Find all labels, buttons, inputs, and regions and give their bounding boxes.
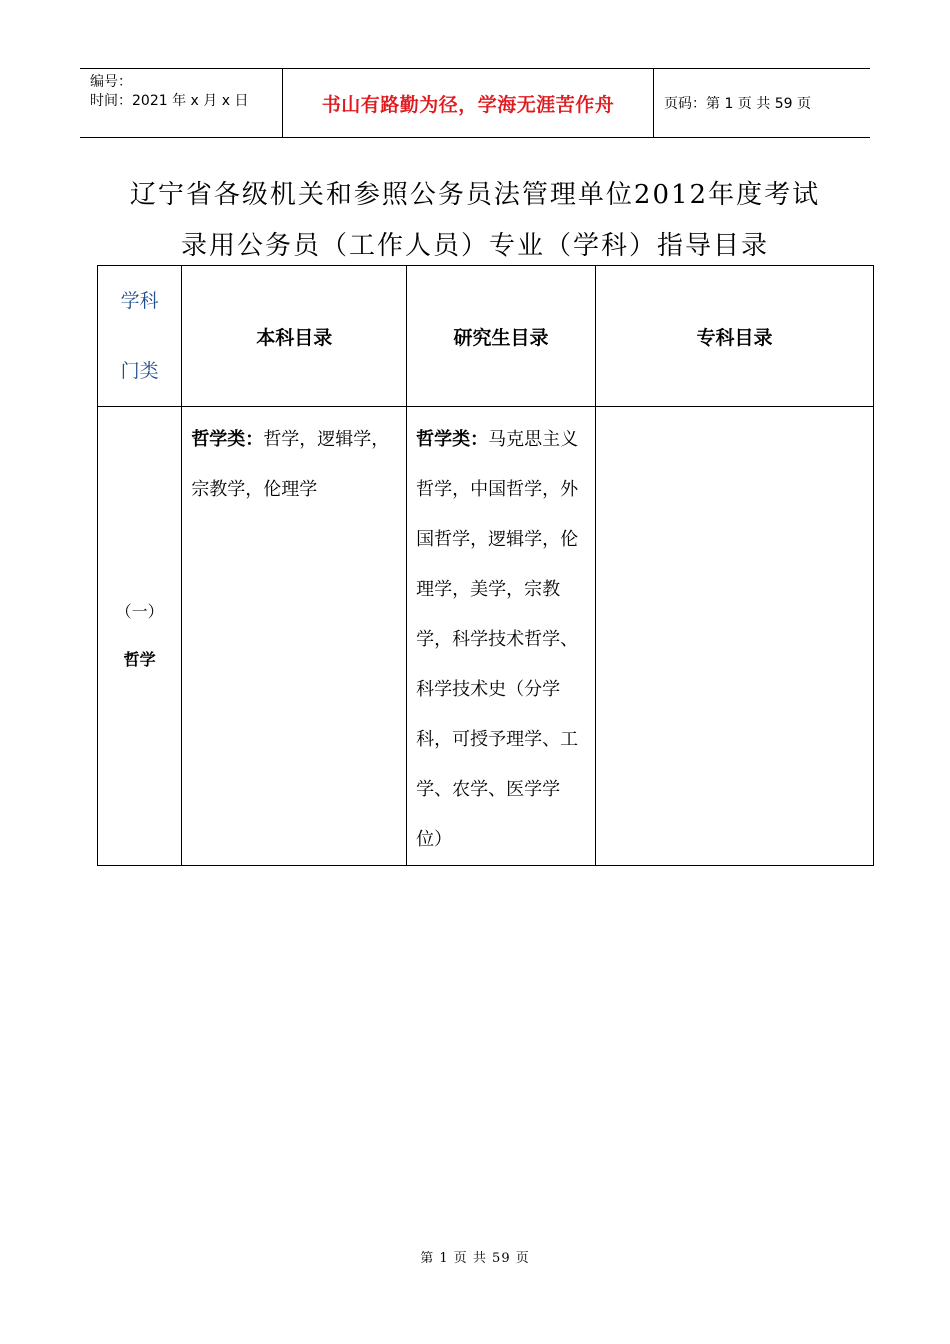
table-row [98,407,874,866]
specialist-cell [595,407,873,866]
document-number-label: 编号： [90,74,132,90]
header-page-number: 页码：第 1 页 共 59 页 [664,96,811,112]
section-number: （一） [115,602,164,621]
graduate-cell [407,407,596,866]
undergrad-majors: 哲学，逻辑学，宗教学，伦理学 [191,429,390,500]
header-category-line1: 学科 [120,290,159,312]
header-category [98,266,182,407]
section-cell [98,407,182,866]
document-title-line1: 辽宁省各级机关和参照公务员法管理单位2012年度考试 [129,180,821,210]
header-meta [80,69,282,137]
header-category-line2: 门类 [120,360,159,382]
header-motto: 书山有路勤为径，学海无涯苦作舟 [282,69,654,137]
undergrad-cell [182,407,407,866]
graduate-category-label: 哲学类： [416,429,489,450]
page-header [80,68,870,138]
header-undergrad: 本科目录 [182,266,407,407]
undergrad-category-label: 哲学类： [191,429,264,450]
header-graduate: 研究生目录 [407,266,596,407]
page-footer: 第 1 页 共 59 页 [420,1251,530,1266]
document-title-line2: 录用公务员（工作人员）专业（学科）指导目录 [180,231,769,261]
specialist-majors [596,407,873,415]
document-date-label: 时间：2021 年 x 月 x 日 [90,93,249,109]
header-specialist: 专科目录 [595,266,873,407]
table-header-row [98,266,874,407]
graduate-majors: 马克思主义哲学，中国哲学，外国哲学，逻辑学，伦理学，美学，宗教学，科学技术哲学、科学技术史（分学科，可授予理学、工学、农学、医学学位） [416,429,579,850]
discipline-directory-table [97,265,874,866]
section-name: 哲学 [123,650,156,669]
